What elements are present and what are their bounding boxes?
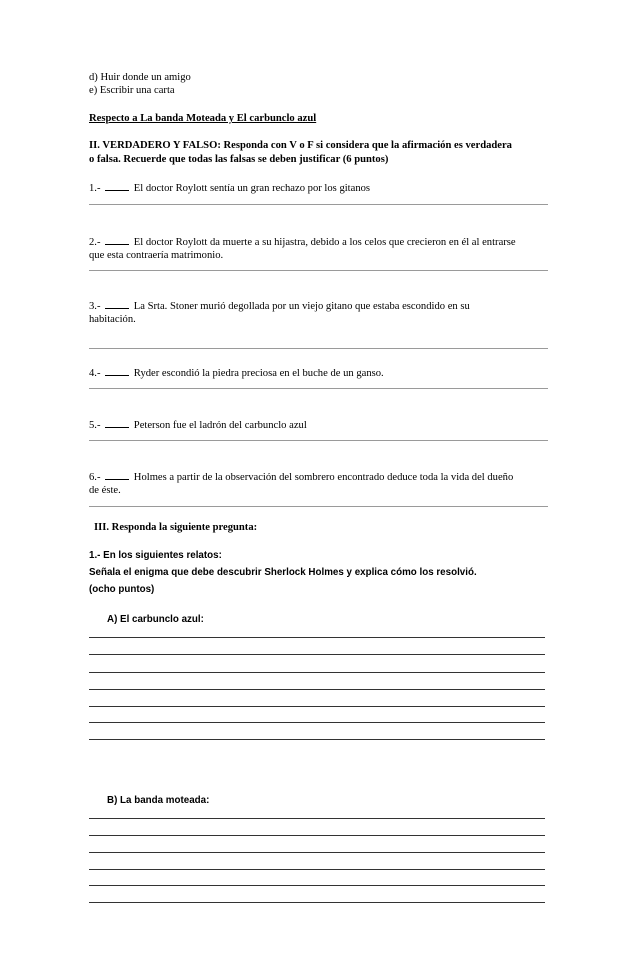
option-d: d) Huir donde un amigo <box>89 72 191 83</box>
part2-instructions-line2: o falsa. Recuerde que todas las falsas se deben justificar (6 puntos) <box>89 154 389 165</box>
answer-b-line[interactable] <box>89 902 545 903</box>
question-line2: Señala el enigma que debe descubrir Sherlock Holmes y explica cómo los resolvió. <box>89 567 477 578</box>
tf-item-2 <box>89 235 516 249</box>
tf-item-2-continued: que esta contraería matrimonio. <box>89 250 224 261</box>
answer-a-line[interactable] <box>89 689 545 690</box>
question-line3: (ocho puntos) <box>89 584 155 595</box>
justification-line[interactable] <box>89 348 548 349</box>
tf-item-number: 6.- <box>89 472 101 483</box>
answer-a-line[interactable] <box>89 739 545 740</box>
answer-blank[interactable] <box>105 181 129 191</box>
answer-a-line[interactable] <box>89 654 545 655</box>
tf-item-number: 1.- <box>89 183 101 194</box>
answer-b-line[interactable] <box>89 852 545 853</box>
tf-item-number: 5.- <box>89 420 101 431</box>
answer-a-line[interactable] <box>89 706 545 707</box>
option-e: e) Escribir una carta <box>89 85 175 96</box>
tf-item-number: 4.- <box>89 368 101 379</box>
tf-item-number: 2.- <box>89 237 101 248</box>
justification-line[interactable] <box>89 270 548 271</box>
question-line1: 1.- En los siguientes relatos: <box>89 550 222 561</box>
answer-blank[interactable] <box>105 470 129 480</box>
tf-item-5 <box>89 418 307 432</box>
answer-a-line[interactable] <box>89 722 545 723</box>
tf-item-3-continued: habitación. <box>89 314 136 325</box>
answer-b-label: B) La banda moteada: <box>107 795 210 806</box>
justification-line[interactable] <box>89 388 548 389</box>
tf-item-text: Ryder escondió la piedra preciosa en el buche de un ganso. <box>133 368 384 379</box>
section-heading: Respecto a La banda Moteada y El carbunclo azul <box>89 113 317 124</box>
justification-line[interactable] <box>89 506 548 507</box>
tf-item-4 <box>89 366 384 380</box>
answer-b-line[interactable] <box>89 869 545 870</box>
justification-line[interactable] <box>89 440 548 441</box>
answer-a-line[interactable] <box>89 637 545 638</box>
answer-b-line[interactable] <box>89 885 545 886</box>
justification-line[interactable] <box>89 204 548 205</box>
answer-a-label: A) El carbunclo azul: <box>107 614 204 625</box>
part3-heading: III. Responda la siguiente pregunta: <box>94 522 258 533</box>
tf-item-6 <box>89 470 513 484</box>
tf-item-6-continued: de éste. <box>89 485 121 496</box>
tf-item-text: Holmes a partir de la observación del sombrero encontrado deduce toda la vida del dueño <box>133 472 514 483</box>
answer-blank[interactable] <box>105 366 129 376</box>
tf-item-text: El doctor Roylott sentía un gran rechazo por los gitanos <box>133 183 371 194</box>
tf-item-text: La Srta. Stoner murió degollada por un viejo gitano que estaba escondido en su <box>133 301 470 312</box>
tf-item-1 <box>89 181 370 195</box>
answer-b-line[interactable] <box>89 818 545 819</box>
answer-blank[interactable] <box>105 418 129 428</box>
answer-blank[interactable] <box>105 235 129 245</box>
tf-item-text: El doctor Roylott da muerte a su hijastra, debido a los celos que crecieron en él al entrarse <box>133 237 516 248</box>
tf-item-number: 3.- <box>89 301 101 312</box>
answer-a-line[interactable] <box>89 672 545 673</box>
answer-b-line[interactable] <box>89 835 545 836</box>
tf-item-3 <box>89 299 470 313</box>
answer-blank[interactable] <box>105 299 129 309</box>
tf-item-text: Peterson fue el ladrón del carbunclo azul <box>133 420 307 431</box>
part2-instructions-line1: II. VERDADERO Y FALSO: Responda con V o F si considera que la afirmación es verdadera <box>89 140 512 151</box>
